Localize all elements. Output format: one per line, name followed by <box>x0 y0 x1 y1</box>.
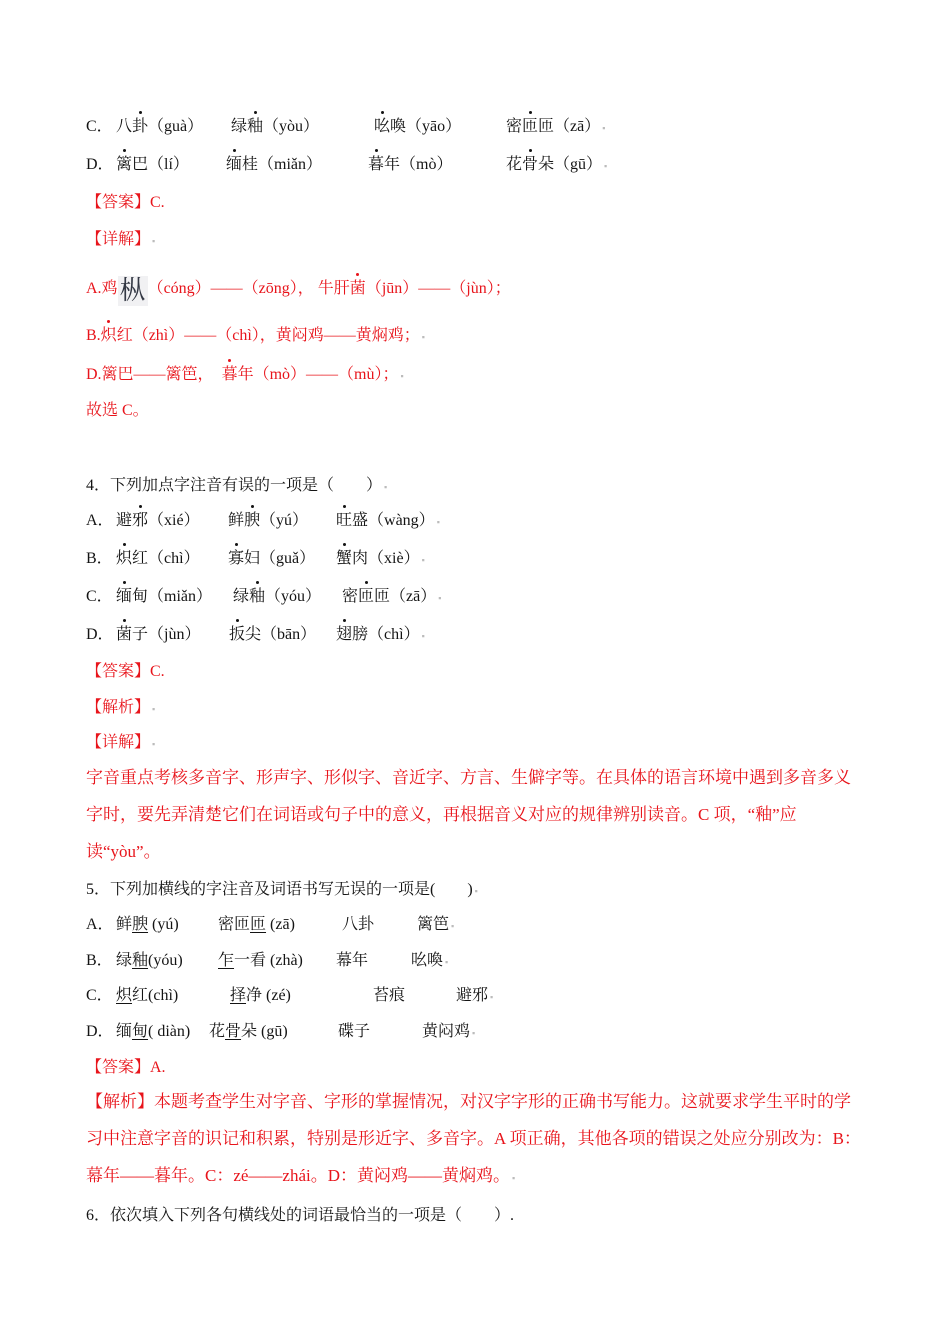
option-label: B． <box>86 952 113 969</box>
q3-d-item-2: 缅桂（miǎn） <box>226 156 323 173</box>
q3-detail-a: A.鸡枞 （cóng）——（zōng）， 牛肝菌（jūn）——（jùn）； <box>86 276 511 306</box>
q5-option-c: C． 炽红(chì) 择净 (zé) 苔痕 避邪 ▪ <box>86 987 494 1004</box>
option-label: D． <box>86 1023 114 1040</box>
option-label: A． <box>86 512 114 529</box>
q3-detail-d: D.篱巴——篱笆， 暮年（mò）——（mù）； ▪ <box>86 366 404 383</box>
q3-answer: 【答案】C. <box>86 194 165 211</box>
option-label: D． <box>86 156 114 173</box>
q3-d-item-4: 花骨朵（gū） ▪ <box>506 156 608 173</box>
q4-option-d: D． 菌子（jùn） 扳尖（bān） 翅膀（chì） ▪ <box>86 626 425 643</box>
q3-detail-heading: 【详解】 ▪ <box>86 231 156 248</box>
q5-option-d: D． 缅甸( diàn) 花骨朵 (gū) 碟子 黄闷鸡 ▪ <box>86 1023 476 1040</box>
option-label: B． <box>86 550 113 567</box>
option-label: A． <box>86 916 114 933</box>
q5-option-b: B． 绿釉(yóu) 乍一看 (zhà) 幕年 吆喚 ▪ <box>86 952 449 969</box>
q3-conclusion: 故选 C。 <box>86 402 149 419</box>
q3-option-c <box>86 117 606 137</box>
q5-option-a: A． 鲜腴 (yú) 密匝匝 (zā) 八卦 篱笆 ▪ <box>86 916 455 933</box>
q3-option-d <box>86 155 608 175</box>
q4-detail-heading: 【详解】 ▪ <box>86 734 156 751</box>
q3-d-item-1: 篱巴（lí） <box>116 156 189 173</box>
q3-c-item-1: 八卦（guà） <box>116 118 204 135</box>
q4-stem: 4．下列加点字注音有误的一项是（ ） ▪ <box>86 477 388 494</box>
q4-option-c: C． 缅甸（miǎn） 绿釉（yóu） 密匝匝（zā） ▪ <box>86 588 442 605</box>
option-label: D． <box>86 626 114 643</box>
q3-c-item-3: 吆喚（yāo） <box>374 118 462 135</box>
q4-answer: 【答案】C. <box>86 663 165 680</box>
q5-answer: 【答案】A. <box>86 1059 166 1076</box>
q3-c-item-4: 密匝匝（zā） ▪ <box>506 118 606 135</box>
q4-analysis-heading: 【解析】 ▪ <box>86 699 156 716</box>
option-label: C． <box>86 118 113 135</box>
q4-option-a: A． 避邪（xié） 鲜腴（yú） 旺盛（wàng） ▪ <box>86 512 440 529</box>
q3-d-item-3: 暮年（mò） <box>368 156 453 173</box>
q4-option-b: B． 炽红（chì） 寡妇（guǎ） 蟹肉（xiè） ▪ <box>86 550 425 567</box>
q5-stem: 5．下列加横线的字注音及词语书写无误的一项是( ) ▪ <box>86 881 478 898</box>
option-label: C． <box>86 588 113 605</box>
q3-detail-b: B.炽红（zhì）——（chì），黄闷鸡——黄焖鸡； ▪ <box>86 327 425 344</box>
q3-c-item-2: 绿釉（yòu） <box>231 118 320 135</box>
q4-detail-text: 字音重点考核多音字、形声字、形似字、音近字、方言、生僻字等。在具体的语言环境中遇到多音多义字时，要先弄清楚它们在词语或句子中的意义，再根据音义对应的规律辨别读音。C 项，“釉”应读“yòu”。 <box>86 768 851 861</box>
q5-analysis: 【解析】本题考查学生对字音、字形的掌握情况，对汉字字形的正确书写能力。这就要求学生平时的学习中注意字音的识记和积累，特别是形近字、多音字。A 项正确，其他各项的错误之处应分别改为：B：幕年——暮年。C：zé——zhái。D：黄闷鸡——黄焖鸡。 ▪ <box>86 1092 861 1185</box>
q6-stem: 6．依次填入下列各句横线处的词语最恰当的一项是（ ）. <box>86 1207 515 1224</box>
character-image: 枞 <box>119 276 146 306</box>
option-label: C． <box>86 987 113 1004</box>
